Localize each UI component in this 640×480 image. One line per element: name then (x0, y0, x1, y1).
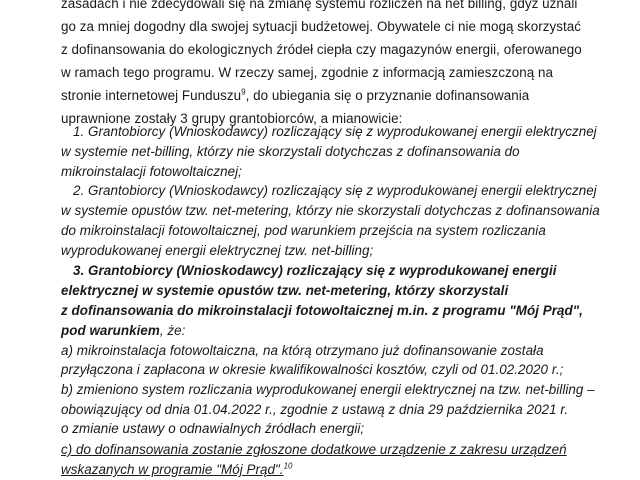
list-item-1-line: mikroinstalacji fotowoltaicznej; (61, 164, 242, 179)
condition-lead-tail: , że: (159, 323, 186, 338)
list-item-3-line: 3. Grantobiorcy (Wnioskodawcy) rozliczający się z wyprodukowanej energii (73, 263, 557, 278)
list-item-2-line: wyprodukowanej energii elektrycznej tzw. net-billing; (61, 243, 374, 258)
list-item-1-line: w systemie net-billing, którzy nie skorzystali dotychczas z dofinansowania do (61, 144, 520, 159)
list-item-2-line: do mikroinstalacji fotowoltaicznej, pod warunkiem przejścia na system rozliczania (61, 223, 546, 238)
paragraph-line: z dofinansowania do ekologicznych źródeł ciepła czy magazynów energii, oferowanego (61, 42, 582, 57)
list-item-3-line: z dofinansowania do mikroinstalacji fotowoltaicznej m.in. z programu "Mój Prąd", (61, 303, 583, 318)
list-item-3-line (61, 322, 185, 339)
condition-b-line: obowiązujący od dnia 01.04.2022 r., zgodnie z ustawą z dnia 29 października 2021 r. (61, 402, 569, 417)
list-item-2-line: w systemie opustów tzw. net-metering, którzy nie skorzystali dotychczas z dofinansowania (61, 203, 600, 218)
footnote-ref-10[interactable]: 10 (283, 461, 293, 471)
paragraph-text: , do ubiegania się o przyznanie dofinansowania (245, 88, 530, 103)
paragraph-line: w ramach tego programu. W rzeczy samej, zgodnie z informacją zamieszczoną na (61, 65, 554, 80)
condition-a-line: przyłączona i zapłacona w okresie kwalifikowalności kosztów, czyli od 01.02.2020 r.; (61, 362, 564, 377)
list-item-3-line: elektrycznej w systemie opustów tzw. net-metering, którzy skorzystali (61, 283, 509, 298)
condition-c-line (61, 461, 293, 478)
footnote-ref-9[interactable]: 9 (241, 87, 246, 97)
paragraph-text: stronie internetowej Funduszu (61, 88, 242, 103)
condition-b-line: o zmianie ustawy o odnawialnych źródłach energii; (61, 421, 365, 436)
list-item-2-line: 2. Grantobiorcy (Wnioskodawcy) rozliczający się z wyprodukowanej energii elektrycznej (73, 183, 597, 198)
condition-lead: pod warunkiem (61, 323, 160, 338)
paragraph-line (61, 87, 529, 104)
paragraph-line: uprawnione zostały 3 grupy grantobiorców, a mianowicie: (61, 111, 403, 126)
condition-b-line: b) zmieniono system rozliczania wyprodukowanej energii elektrycznej na tzw. net-billing – (61, 382, 595, 397)
paragraph-line: zasadach i nie zdecydowali się na zmianę systemu rozliczeń na net billing, gdyż uznali (61, 0, 578, 11)
condition-a-line: a) mikroinstalacja fotowoltaiczna, na którą otrzymano już dofinansowanie została (61, 343, 544, 358)
condition-c-line: c) do dofinansowania zostanie zgłoszone dodatkowe urządzenie z zakresu urządzeń (61, 442, 567, 457)
list-item-1-line: 1. Grantobiorcy (Wnioskodawcy) rozliczający się z wyprodukowanej energii elektrycznej (73, 124, 597, 139)
condition-c-text: wskazanych w programie "Mój Prąd". (61, 462, 284, 477)
paragraph-line: go za mniej dogodny dla swojej sytuacji budżetowej. Obywatele ci nie mogą skorzystać (61, 19, 582, 34)
